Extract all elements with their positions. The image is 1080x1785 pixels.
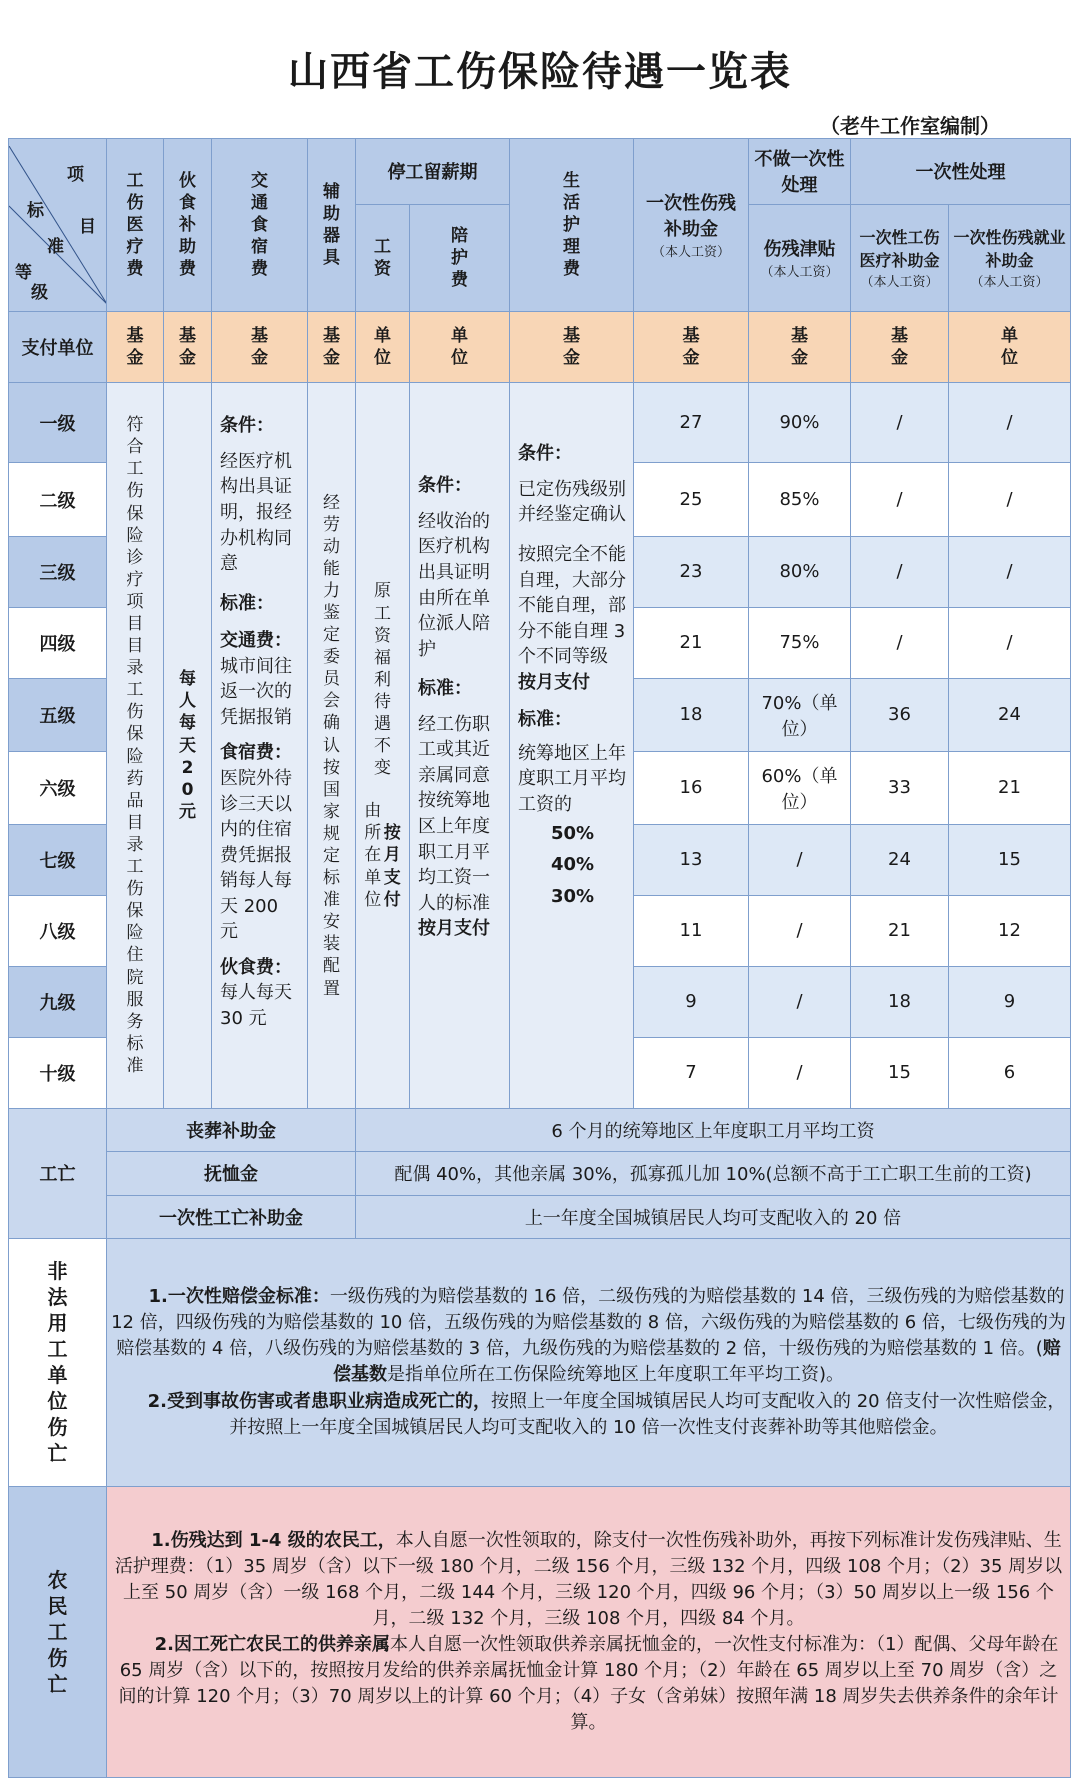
grade-label: 三级 <box>9 536 107 607</box>
once-medical-value: 21 <box>851 895 949 966</box>
grade-label: 九级 <box>9 966 107 1037</box>
once-employ-value: 6 <box>949 1037 1071 1108</box>
col-escort: 陪护费 <box>410 204 510 311</box>
lump-value: 9 <box>634 966 749 1037</box>
lump-value: 16 <box>634 751 749 824</box>
once-medical-value: / <box>851 383 949 463</box>
lump-value: 13 <box>634 824 749 895</box>
col-aid: 辅助器具 <box>308 139 356 312</box>
payer-cell: 基金 <box>107 311 164 383</box>
grade-label: 八级 <box>9 895 107 966</box>
payer-cell: 基金 <box>212 311 308 383</box>
allowance-value: / <box>749 1037 851 1108</box>
grade-label: 六级 <box>9 751 107 824</box>
once-medical-value: 33 <box>851 751 949 824</box>
lump-value: 7 <box>634 1037 749 1108</box>
death-item: 丧葬补助金 <box>107 1108 356 1151</box>
payer-cell: 基金 <box>308 311 356 383</box>
once-medical-value: / <box>851 463 949 536</box>
migrant-label: 农民工伤亡 <box>9 1486 107 1777</box>
col-medical: 工伤医疗费 <box>107 139 164 312</box>
once-employ-value: 9 <box>949 966 1071 1037</box>
corner-header <box>9 139 107 312</box>
page-subtitle: （老牛工作室编制） <box>820 114 1000 138</box>
payer-cell: 基金 <box>749 311 851 383</box>
death-value: 6 个月的统筹地区上年度职工月平均工资 <box>356 1108 1071 1151</box>
group-no-once: 不做一次性处理 <box>749 139 851 205</box>
once-medical-value: 18 <box>851 966 949 1037</box>
payer-label: 支付单位 <box>9 311 107 383</box>
once-employ-value: 24 <box>949 678 1071 751</box>
payer-cell: 单位 <box>410 311 510 383</box>
escort-standard: 条件： 经收治的医疗机构出具证明由所在单位派人陪护 标准： 经工伤职工或其近亲属同意按统筹地区上年度职工月平均工资一人的标准 按月支付 <box>410 383 510 1108</box>
grade-label: 二级 <box>9 463 107 536</box>
death-value: 上一年度全国城镇居民人均可支配收入的 20 倍 <box>356 1195 1071 1238</box>
once-medical-value: / <box>851 607 949 678</box>
grade-label: 五级 <box>9 678 107 751</box>
allowance-value: 60%（单位） <box>749 751 851 824</box>
corner-item: 项 <box>67 164 84 185</box>
col-meal: 伙食补助费 <box>164 139 212 312</box>
payer-cell: 基金 <box>164 311 212 383</box>
corner-mu: 目 <box>79 216 96 237</box>
once-employ-value: / <box>949 463 1071 536</box>
transport-standard: 条件： 经医疗机构出具证明，报经办机构同意 标准： 交通费： 城市间往返一次的凭据报销 食宿费： 医院外待诊三天以内的住宿费凭据报销每人每天 200 元 伙食费： 每人每天 30 元 <box>212 383 308 1108</box>
allowance-value: 80% <box>749 536 851 607</box>
death-label: 工亡 <box>9 1108 107 1238</box>
once-employ-value: / <box>949 383 1071 463</box>
grade-label: 七级 <box>9 824 107 895</box>
allowance-value: / <box>749 966 851 1037</box>
payer-cell: 单位 <box>356 311 410 383</box>
illegal-text: 1.一次性赔偿金标准：一级伤残的为赔偿基数的 16 倍，二级伤残的为赔偿基数的 14 倍，三级伤残的为赔偿基数的 12 倍，四级伤残的为赔偿基数的 10 倍，五级伤残的为赔偿基数的 8 倍，六级伤残的为赔偿基数的 6 倍，七级伤残的为赔偿基数的 4 倍，八级伤残的为赔偿基数的 3 倍，九级伤残的为赔偿基数的 2 倍，十级伤残的为赔偿基数的 1 倍。(赔偿基数是指单位所在工伤保险统筹地区上年度职工年平均工资)。 2.受到事故伤害或者患职业病造成死亡的，按照上一年度全国城镇居民人均可支配收入的 20 倍支付一次性赔偿金，并按照上一年度全国城镇居民人均可支配收入的 10 倍一次性支付丧葬补助等其他赔偿金。 <box>107 1239 1071 1487</box>
once-medical-value: 15 <box>851 1037 949 1108</box>
corner-ji: 级 <box>31 282 48 303</box>
payer-cell: 单位 <box>949 311 1071 383</box>
col-lump-disability: 一次性伤残补助金 （本人工资） <box>634 139 749 312</box>
corner-grade: 等 <box>15 262 32 283</box>
corner-std: 标 <box>27 200 44 221</box>
allowance-value: 75% <box>749 607 851 678</box>
grade-label: 四级 <box>9 607 107 678</box>
aid-standard: 经劳动能力鉴定委员会确认按国家规定标准安装配置 <box>308 383 356 1108</box>
once-employ-value: / <box>949 607 1071 678</box>
grade-label: 一级 <box>9 383 107 463</box>
once-medical-value: 36 <box>851 678 949 751</box>
wage-standard: 原工资福利待遇不变 由所在单位按月支付 <box>356 383 410 1108</box>
once-medical-value: 24 <box>851 824 949 895</box>
allowance-value: 85% <box>749 463 851 536</box>
death-value: 配偶 40%，其他亲属 30%，孤寡孤儿加 10%(总额不高于工亡职工生前的工资) <box>356 1152 1071 1195</box>
death-item: 抚恤金 <box>107 1152 356 1195</box>
allowance-value: / <box>749 824 851 895</box>
lump-value: 23 <box>634 536 749 607</box>
once-employ-value: 21 <box>949 751 1071 824</box>
meal-standard: 每人每天20元 <box>164 383 212 1108</box>
group-suspend: 停工留薪期 <box>356 139 510 205</box>
col-transport: 交通食宿费 <box>212 139 308 312</box>
allowance-value: 90% <box>749 383 851 463</box>
col-allowance: 伤残津贴 （本人工资） <box>749 204 851 311</box>
col-once-employ: 一次性伤残就业补助金 （本人工资） <box>949 204 1071 311</box>
lump-value: 21 <box>634 607 749 678</box>
allowance-value: 70%（单位） <box>749 678 851 751</box>
illegal-label: 非法用工单位伤亡 <box>9 1239 107 1487</box>
grade-label: 十级 <box>9 1037 107 1108</box>
corner-zhun: 准 <box>47 236 64 257</box>
payer-cell: 基金 <box>851 311 949 383</box>
payer-cell: 基金 <box>634 311 749 383</box>
lump-value: 27 <box>634 383 749 463</box>
allowance-value: / <box>749 895 851 966</box>
lump-value: 18 <box>634 678 749 751</box>
medical-standard: 符合工伤保险诊疗项目目录工伤保险药品目录工伤保险住院服务标准 <box>107 383 164 1108</box>
care-standard: 条件： 已定伤残级别并经鉴定确认 按照完全不能自理，大部分不能自理，部分不能自理 3 个不同等级 按月支付 标准： 统筹地区上年度职工月平均工资的 50% 40% 30% <box>510 383 634 1108</box>
payer-cell: 基金 <box>510 311 634 383</box>
lump-value: 25 <box>634 463 749 536</box>
page-title: 山西省工伤保险待遇一览表 <box>288 49 792 95</box>
lump-value: 11 <box>634 895 749 966</box>
death-item: 一次性工亡补助金 <box>107 1195 356 1238</box>
once-employ-value: 12 <box>949 895 1071 966</box>
benefits-table <box>8 138 1071 1778</box>
once-medical-value: / <box>851 536 949 607</box>
group-once: 一次性处理 <box>851 139 1071 205</box>
col-once-medical: 一次性工伤医疗补助金 （本人工资） <box>851 204 949 311</box>
once-employ-value: / <box>949 536 1071 607</box>
col-wage: 工资 <box>356 204 410 311</box>
migrant-text: 1.伤残达到 1-4 级的农民工，本人自愿一次性领取的，除支付一次性伤残补助外，再按下列标准计发伤残津贴、生活护理费：（1）35 周岁（含）以下一级 180 个月，二级 156 个月，三级 132 个月，四级 108 个月；（2）35 周岁以上至 50 周岁（含）一级 168 个月，二级 144 个月，三级 120 个月，四级 96 个月；（3）50 周岁以上一级 156 个月，二级 132 个月，三级 108 个月，四级 84 个月。 2.因工死亡农民工的供养亲属本人自愿一次性领取供养亲属抚恤金的，一次性支付标准为：（1）配偶、父母年龄在 65 周岁（含）以下的，按照按月发给的供养亲属抚恤金计算 180 个月；（2）年龄在 65 周岁以上至 70 周岁（含）之间的计算 120 个月；（3）70 周岁以上的计算 60 个月；（4）子女（含弟妹）按照年满 18 周岁失去供养条件的余年计算。 <box>107 1486 1071 1777</box>
once-employ-value: 15 <box>949 824 1071 895</box>
col-care: 生活护理费 <box>510 139 634 312</box>
